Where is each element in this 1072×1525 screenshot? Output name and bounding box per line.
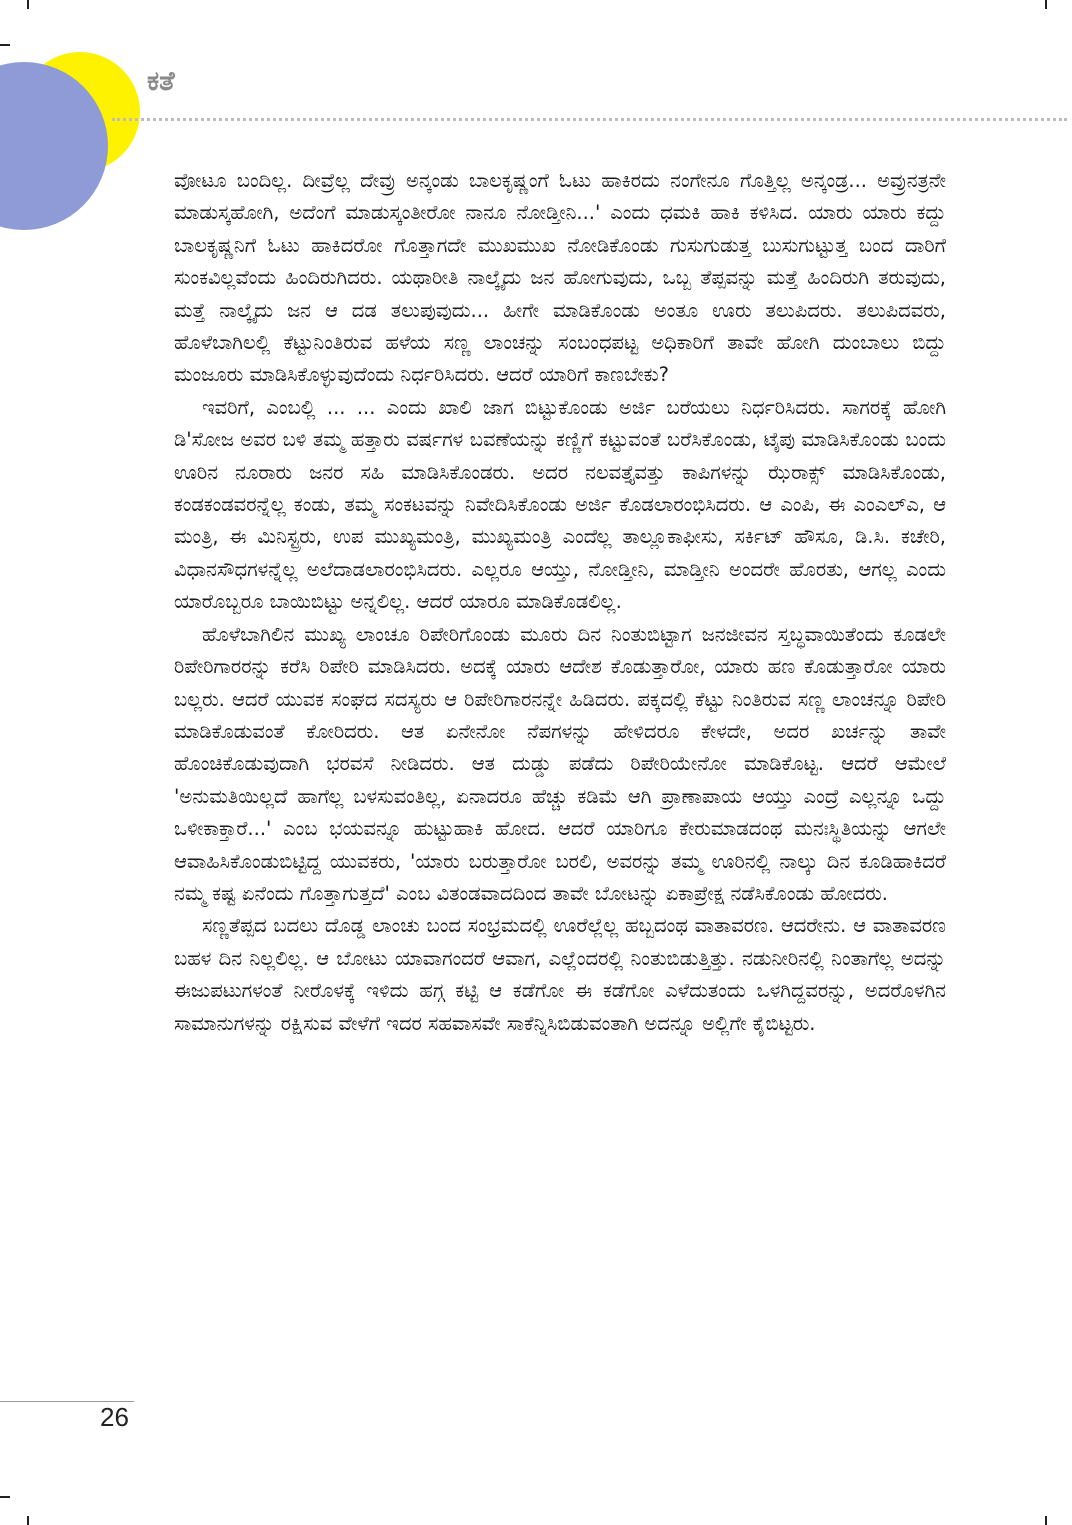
dotted-divider: [112, 118, 1067, 121]
paragraph: ವೋಟೂ ಬಂದಿಲ್ಲ. ದೀವ್ರೆಲ್ಲ ದೇವ್ರು ಅನ್ಕಂಡು ಬಾಲಕೃಷ್ಣಂಗೆ ಓಟು ಹಾಕಿರದು ನಂಗೇನೂ ಗೊತ್ತಿಲ್ಲ ಅನ್ಕಂಡ್ರ... ಅವ್ರುನತ್ರನೇ ಮಾಡುಸ್ಕಹೋಗಿ, ಅದೆಂಗೆ ಮಾಡುಸ್ಕಂತೀರೋ ನಾನೂ ನೋಡ್ತೀನಿ...' ಎಂದು ಧಮಕಿ ಹಾಕಿ ಕಳಿಸಿದ. ಯಾರು ಯಾರು ಕದ್ದು ಬಾಲಕೃಷ್ಣನಿಗೆ ಓಟು ಹಾಕಿದರೋ ಗೊತ್ತಾಗದೇ ಮುಖಮುಖ ನೋಡಿಕೊಂಡು ಗುಸುಗುಡುತ್ತ ಬುಸುಗುಟ್ಟುತ್ತ ಬಂದ ದಾರಿಗೆ ಸುಂಕವಿಲ್ಲವೆಂದು ಹಿಂದಿರುಗಿದರು. ಯಥಾರೀತಿ ನಾಲ್ಕೈದು ಜನ ಹೋಗುವುದು, ಒಬ್ಬ ತೆಪ್ಪವನ್ನು ಮತ್ತೆ ಹಿಂದಿರುಗಿ ತರುವುದು, ಮತ್ತೆ ನಾಲ್ಕೈದು ಜನ ಆ ದಡ ತಲುಪುವುದು... ಹೀಗೇ ಮಾಡಿಕೊಂಡು ಅಂತೂ ಊರು ತಲುಪಿದರು. ತಲುಪಿದವರು, ಹೊಳೆಬಾಗಿಲಲ್ಲಿ ಕೆಟ್ಟುನಿಂತಿರುವ ಹಳೆಯ ಸಣ್ಣ ಲಾಂಚನ್ನು ಸಂಬಂಧಪಟ್ಟ ಅಧಿಕಾರಿಗೆ ತಾವೇ ಹೋಗಿ ದುಂಬಾಲು ಬಿದ್ದು ಮಂಜೂರು ಮಾಡಿಸಿಕೊಳ್ಳುವುದೆಂದು ನಿರ್ಧರಿಸಿದರು. ಆದರೆ ಯಾರಿಗೆ ಕಾಣಬೇಕು?: [174, 169, 946, 387]
crop-mark-bottom-right: [1045, 1516, 1047, 1525]
paragraph: ಹೊಳೆಬಾಗಿಲಿನ ಮುಖ್ಯ ಲಾಂಚೂ ರಿಪೇರಿಗೊಂಡು ಮೂರು ದಿನ ನಿಂತುಬಿಟ್ಟಾಗ ಜನಜೀವನ ಸ್ತಬ್ಧವಾಯಿತೆಂದು ಕೂಡಲೇ ರಿಪೇರಿಗಾರರನ್ನು ಕರೆಸಿ ರಿಪೇರಿ ಮಾಡಿಸಿದರು. ಅದಕ್ಕೆ ಯಾರು ಆದೇಶ ಕೊಡುತ್ತಾರೋ, ಯಾರು ಹಣ ಕೊಡುತ್ತಾರೋ ಯಾರು ಬಲ್ಲರು. ಆದರೆ ಯುವಕ ಸಂಘದ ಸದಸ್ಯರು ಆ ರಿಪೇರಿಗಾರನನ್ನೇ ಹಿಡಿದರು. ಪಕ್ಕದಲ್ಲಿ ಕೆಟ್ಟು ನಿಂತಿರುವ ಸಣ್ಣ ಲಾಂಚನ್ನೂ ರಿಪೇರಿ ಮಾಡಿಕೊಡುವಂತೆ ಕೋರಿದರು. ಆತ ಏನೇನೋ ನೆಪಗಳನ್ನು ಹೇಳಿದರೂ ಕೇಳದೇ, ಅದರ ಖರ್ಚನ್ನು ತಾವೇ ಹೊಂಚಿಕೊಡುವುದಾಗಿ ಭರವಸೆ ನೀಡಿದರು. ಆತ ದುಡ್ಡು ಪಡೆದು ರಿಪೇರಿಯೇನೋ ಮಾಡಿಕೊಟ್ಟ. ಆದರೆ ಆಮೇಲೆ 'ಅನುಮತಿಯಿಲ್ಲದೆ ಹಾಗೆಲ್ಲ ಬಳಸುವಂತಿಲ್ಲ, ಏನಾದರೂ ಹೆಚ್ಚು ಕಡಿಮೆ ಆಗಿ ಪ್ರಾಣಾಪಾಯ ಆಯ್ತು ಎಂದ್ರೆ ಎಲ್ಲನ್ನೂ ಒದ್ದು ಒಳೀಕಾಕ್ತಾರೆ...' ಎಂಬ ಭಯವನ್ನೂ ಹುಟ್ಟುಹಾಕಿ ಹೋದ. ಆದರೆ ಯಾರಿಗೂ ಕೇರುಮಾಡದಂಥ ಮನಃಸ್ಥಿತಿಯನ್ನು ಆಗಲೇ ಆವಾಹಿಸಿಕೊಂಡುಬಿಟ್ಟಿದ್ದ ಯುವಕರು, 'ಯಾರು ಬರುತ್ತಾರೋ ಬರಲಿ, ಅವರನ್ನು ತಮ್ಮ ಊರಿನಲ್ಲಿ ನಾಲ್ಕು ದಿನ ಕೂಡಿಹಾಕಿದರೆ ನಮ್ಮ ಕಷ್ಟ ಏನೆಂದು ಗೊತ್ತಾಗುತ್ತದೆ' ಎಂಬ ವಿತಂಡವಾದದಿಂದ ತಾವೇ ಬೋಟನ್ನು ಏಕಾಪ್ರೇಕ್ಷ ನಡೆಸಿಕೊಂಡು ಹೋದರು.: [174, 622, 946, 905]
page-number: 26: [100, 1402, 129, 1432]
crop-mark-bottom-left: [27, 1516, 29, 1525]
paragraph: ಇವರಿಗೆ, ಎಂಬಲ್ಲಿ ... ... ಎಂದು ಖಾಲಿ ಜಾಗ ಬಿಟ್ಟುಕೊಂಡು ಅರ್ಜಿ ಬರೆಯಲು ನಿರ್ಧರಿಸಿದರು. ಸಾಗರಕ್ಕೆ ಹೋಗಿ ಡಿ'ಸೋಜ ಅವರ ಬಳಿ ತಮ್ಮ ಹತ್ತಾರು ವರ್ಷಗಳ ಬವಣೆಯನ್ನು ಕಣ್ಣಿಗೆ ಕಟ್ಟುವಂತೆ ಬರೆಸಿಕೊಂಡು, ಟೈಪು ಮಾಡಿಸಿಕೊಂಡು ಬಂದು ಊರಿನ ನೂರಾರು ಜನರ ಸಹಿ ಮಾಡಿಸಿಕೊಂಡರು. ಅದರ ನಲವತ್ತೈವತ್ತು ಕಾಪಿಗಳನ್ನು ಝೆರಾಕ್ಸ್ ಮಾಡಿಸಿಕೊಂಡು, ಕಂಡಕಂಡವರನ್ನೆಲ್ಲ ಕಂಡು, ತಮ್ಮ ಸಂಕಟವನ್ನು ನಿವೇದಿಸಿಕೊಂಡು ಅರ್ಜಿ ಕೊಡಲಾರಂಭಿಸಿದರು. ಆ ಎಂಪಿ, ಈ ಎಂಎಲ್ಎ, ಆ ಮಂತ್ರಿ, ಈ ಮಿನಿಸ್ಟ್ರರು, ಉಪ ಮುಖ್ಯಮಂತ್ರಿ, ಮುಖ್ಯಮಂತ್ರಿ ಎಂದೆಲ್ಲ ತಾಲ್ಲೂಕಾಫೀಸು, ಸರ್ಕಿಟ್ ಹೌಸೂ, ಡಿ.ಸಿ. ಕಚೇರಿ, ವಿಧಾನಸೌಧಗಳನ್ನೆಲ್ಲ ಅಲೆದಾಡಲಾರಂಭಿಸಿದರು. ಎಲ್ಲರೂ ಆಯ್ತು, ನೋಡ್ತೀನಿ, ಮಾಡ್ತೀನಿ ಅಂದರೇ ಹೊರತು, ಆಗಲ್ಲ ಎಂದು ಯಾರೊಬ್ಬರೂ ಬಾಯಿಬಿಟ್ಟು ಅನ್ನಲಿಲ್ಲ. ಆದರೆ ಯಾರೂ ಮಾಡಿಕೊಡಲಿಲ್ಲ.: [174, 395, 946, 614]
paragraph: ಸಣ್ಣತೆಪ್ಪದ ಬದಲು ದೊಡ್ಡ ಲಾಂಚು ಬಂದ ಸಂಭ್ರಮದಲ್ಲಿ ಊರೆಲ್ಲೆಲ್ಲ ಹಬ್ಬದಂಥ ವಾತಾವರಣ. ಆದರೇನು. ಆ ವಾತಾವರಣ ಬಹಳ ದಿನ ನಿಲ್ಲಲಿಲ್ಲ. ಆ ಬೋಟು ಯಾವಾಗಂದರೆ ಆವಾಗ, ಎಲ್ಲೆಂದರಲ್ಲಿ ನಿಂತುಬಿಡುತ್ತಿತ್ತು. ನಡುನೀರಿನಲ್ಲಿ ನಿಂತಾಗೆಲ್ಲ ಅದನ್ನು ಈಜುಪಟುಗಳಂತೆ ನೀರೊಳಕ್ಕೆ ಇಳಿದು ಹಗ್ಗ ಕಟ್ಟಿ ಆ ಕಡೆಗೋ ಈ ಕಡೆಗೋ ಎಳೆದುತಂದು ಒಳಗಿದ್ದವರನ್ನು, ಅದರೊಳಗಿನ ಸಾಮಾನುಗಳನ್ನು ರಕ್ಷಿಸುವ ವೇಳೆಗೆ ಇದರ ಸಹವಾಸವೇ ಸಾಕೆನ್ನಿಸಿಬಿಡುವಂತಾಗಿ ಅದನ್ನೂ ಅಲ್ಲಿಗೇ ಕೈಬಿಟ್ಟರು.: [174, 914, 946, 1035]
crop-mark-left-bottom: [0, 1496, 10, 1498]
section-title: ಕತೆ: [147, 66, 175, 97]
crop-mark-left-top: [0, 44, 10, 46]
crop-mark-top-left: [27, 0, 29, 9]
article-body: [174, 165, 946, 1040]
crop-mark-top-right: [1045, 0, 1047, 9]
